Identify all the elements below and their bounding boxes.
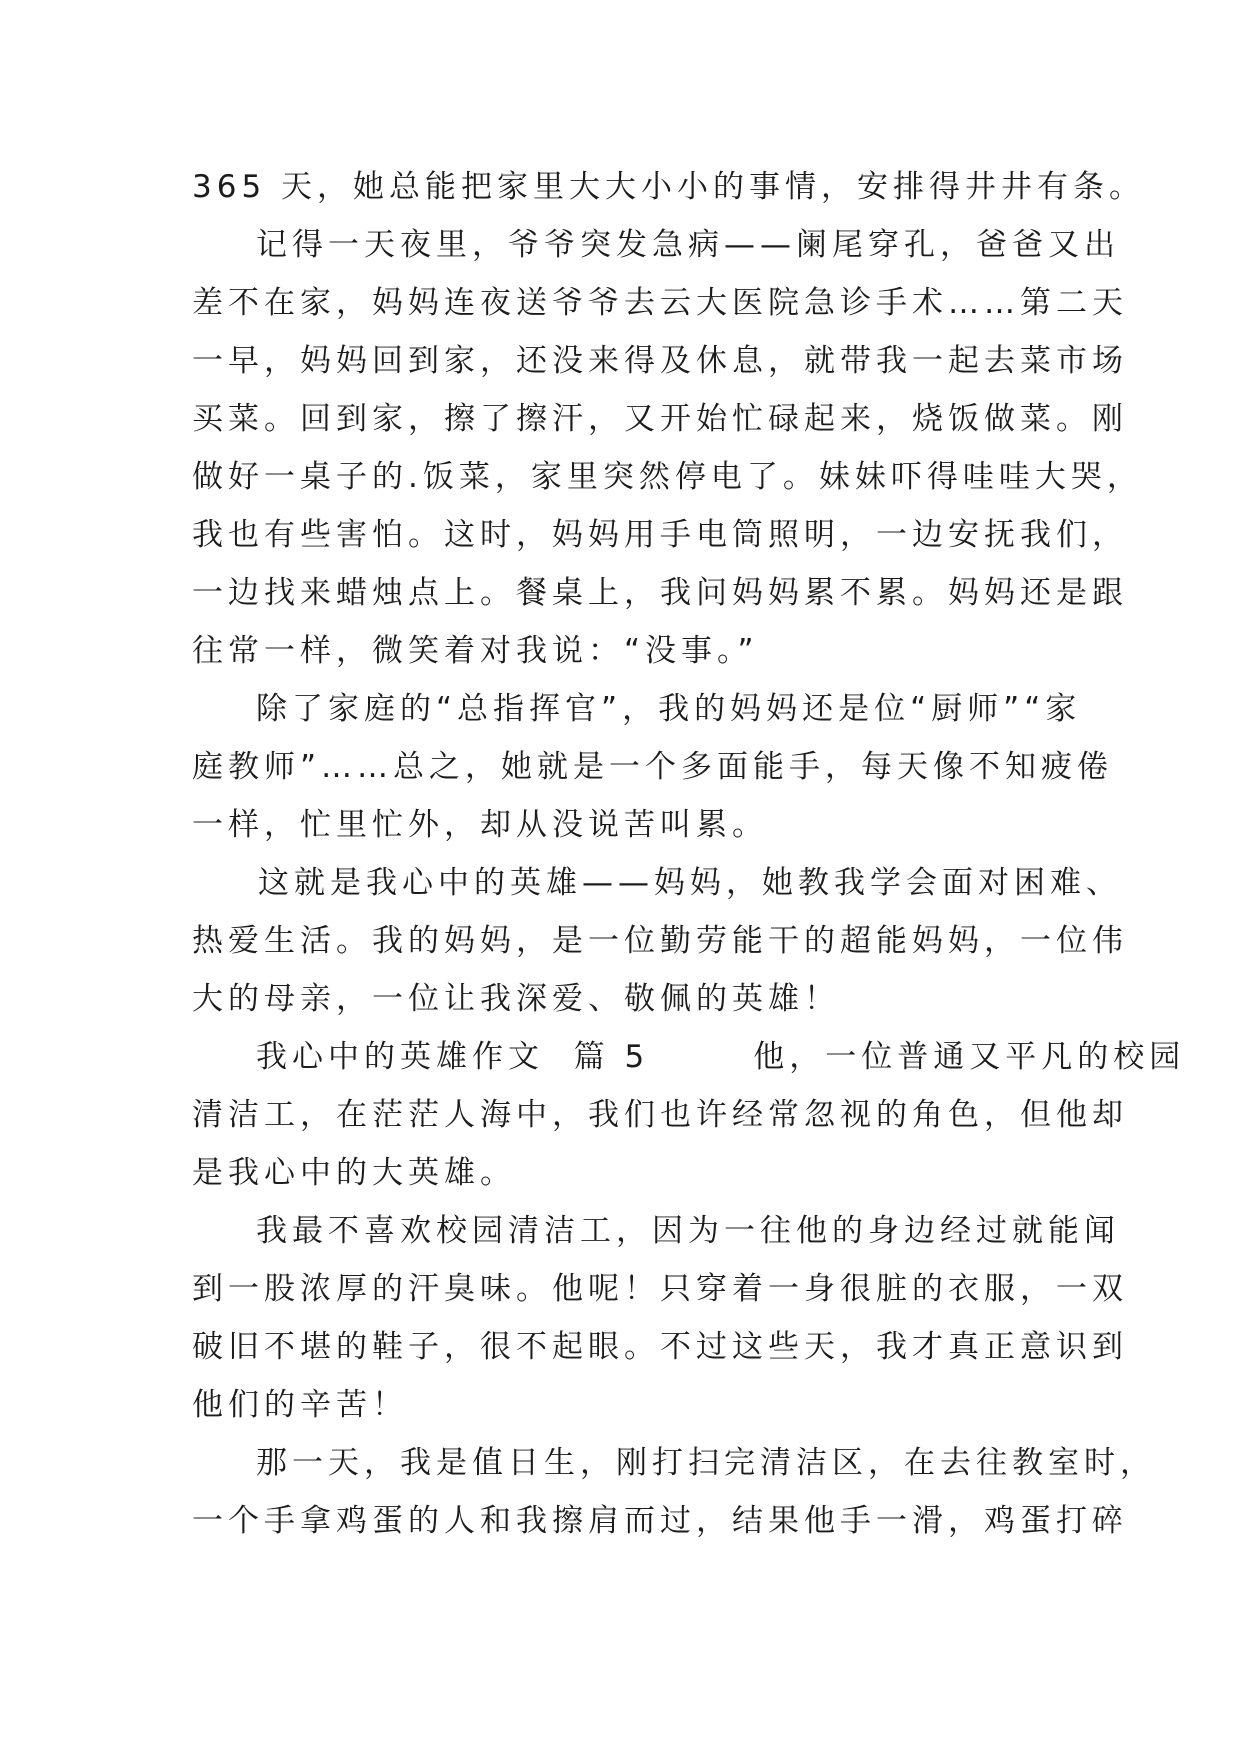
text-line: 他们的辛苦！ [192,1387,408,1423]
text-line: 除了家庭的“总指挥官”，我的妈妈还是位“厨师”“家 [256,691,1082,727]
text-line: 差不在家，妈妈连夜送爷爷去云大医院急诊手术……第二天 [192,285,1128,321]
text-line: 破旧不堪的鞋子，很不起眼。不过这些天，我才真正意识到 [192,1329,1128,1365]
text-line: 大的母亲，一位让我深爱、敬佩的英雄！ [192,981,840,1017]
text-line: 庭教师”……总之，她就是一个多面能手，每天像不知疲倦 [192,749,1114,785]
text-line: 记得一天夜里，爷爷突发急病——阑尾穿孔，爸爸又出 [256,227,1120,263]
text-line: 一边找来蜡烛点上。餐桌上，我问妈妈累不累。妈妈还是跟 [192,575,1128,611]
text-line: 清洁工，在茫茫人海中，我们也许经常忽视的角色，但他却 [192,1097,1128,1133]
text-line: 热爱生活。我的妈妈，是一位勤劳能干的超能妈妈，一位伟 [192,923,1128,959]
text-line: 到一股浓厚的汗臭味。他呢！只穿着一身很脏的衣服，一双 [192,1271,1128,1307]
text-line: 这就是我心中的英雄——妈妈，她教我学会面对困难、 [258,865,1122,901]
text-line: 往常一样，微笑着对我说：“没事。” [192,633,759,669]
text-line: 我也有些害怕。这时，妈妈用手电筒照明，一边安抚我们， [192,517,1128,553]
text-line: 365 天，她总能把家里大大小小的事情，安排得井井有条。 [192,169,1146,205]
text-line: 做好一桌子的.饭菜，家里突然停电了。妹妹吓得哇哇大哭， [192,459,1143,495]
section-heading-line: 我心中的英雄作文 篇 5 他，一位普通又平凡的校园 [256,1039,1186,1075]
text-line: 买菜。回到家，擦了擦汗，又开始忙碌起来，烧饭做菜。刚 [192,401,1128,437]
text-line: 那一天，我是值日生，刚打扫完清洁区，在去往教室时， [256,1445,1156,1481]
text-line: 一样，忙里忙外，却从没说苦叫累。 [192,807,768,843]
text-line: 是我心中的大英雄。 [192,1155,516,1191]
text-line: 我最不喜欢校园清洁工，因为一往他的身边经过就能闻 [256,1213,1120,1249]
text-line: 一早，妈妈回到家，还没来得及休息，就带我一起去菜市场 [192,343,1128,379]
text-line: 一个手拿鸡蛋的人和我擦肩而过，结果他手一滑，鸡蛋打碎 [192,1503,1128,1539]
